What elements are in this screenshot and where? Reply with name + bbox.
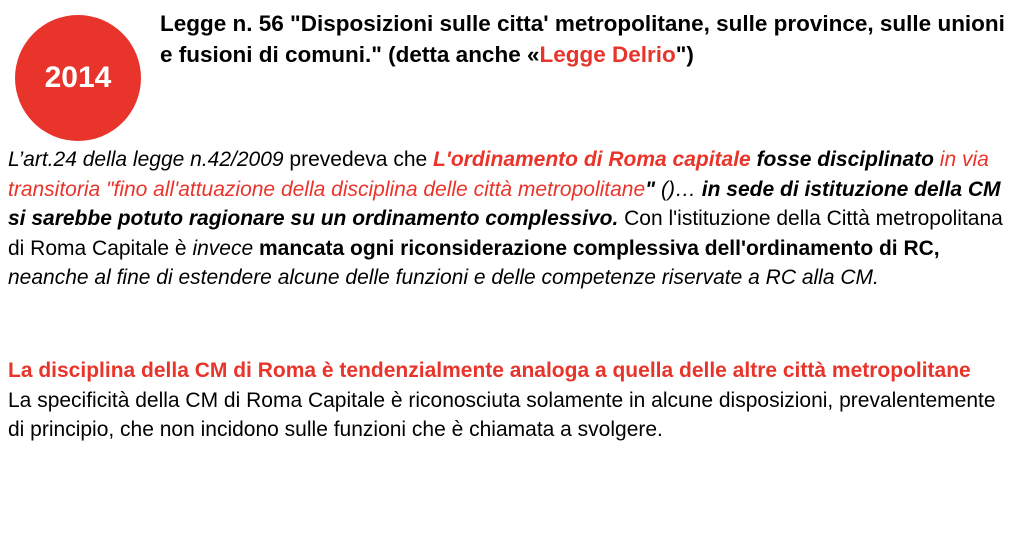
title-end: ") — [675, 42, 694, 67]
p1-law-reference: L’art.24 della legge n.42/2009 — [8, 148, 284, 171]
p1-highlight-transitoria: in via transitoria "fino all'attuazione della disciplina delle città metropolitane — [8, 148, 989, 201]
year-badge — [15, 15, 141, 141]
page-title — [160, 8, 1010, 70]
paragraph-disciplina — [8, 356, 1013, 445]
p1-text-1: prevedeva che — [283, 148, 434, 171]
p1-closing: neanche al fine di estendere alcune delle funzioni e delle competenze riservate a RC alla CM. — [8, 266, 879, 289]
p1-bold-istituzione: in sede di istituzione della CM si sarebbe potuto ragionare su un ordinamento complessivo. — [8, 177, 1001, 230]
p1-ellipsis: ()… — [655, 177, 702, 201]
p2-body: La specificità della CM di Roma Capitale è riconosciuta solamente in alcune disposizioni, prevalentemente di principio, che non incidono sulle funzioni che è chiamata a svolgere. — [8, 388, 996, 441]
p2-heading: La disciplina della CM di Roma è tendenzialmente analoga a quella delle altre città metropolitane — [8, 359, 971, 382]
p1-text-2: Con l'istituzione della Città metropolitana di Roma Capitale è — [8, 207, 1003, 260]
title-main: Legge n. 56 "Disposizioni sulle citta' metropolitane, sulle province, sulle unioni e fusioni di comuni." (detta anche « — [160, 11, 1005, 67]
p1-quote: " — [645, 177, 656, 201]
p1-invece: invece — [192, 236, 259, 260]
p1-bold-disciplinato: fosse disciplinato — [750, 148, 934, 171]
year-badge-label: 2014 — [44, 61, 112, 94]
title-highlight: Legge Delrio — [539, 42, 676, 67]
p1-highlight-ordinamento: L'ordinamento di Roma capitale — [433, 148, 751, 171]
paragraph-ordinamento — [8, 145, 1013, 293]
p1-bold-mancata: mancata ogni riconsiderazione complessiva dell'ordinamento di RC, — [258, 236, 940, 260]
